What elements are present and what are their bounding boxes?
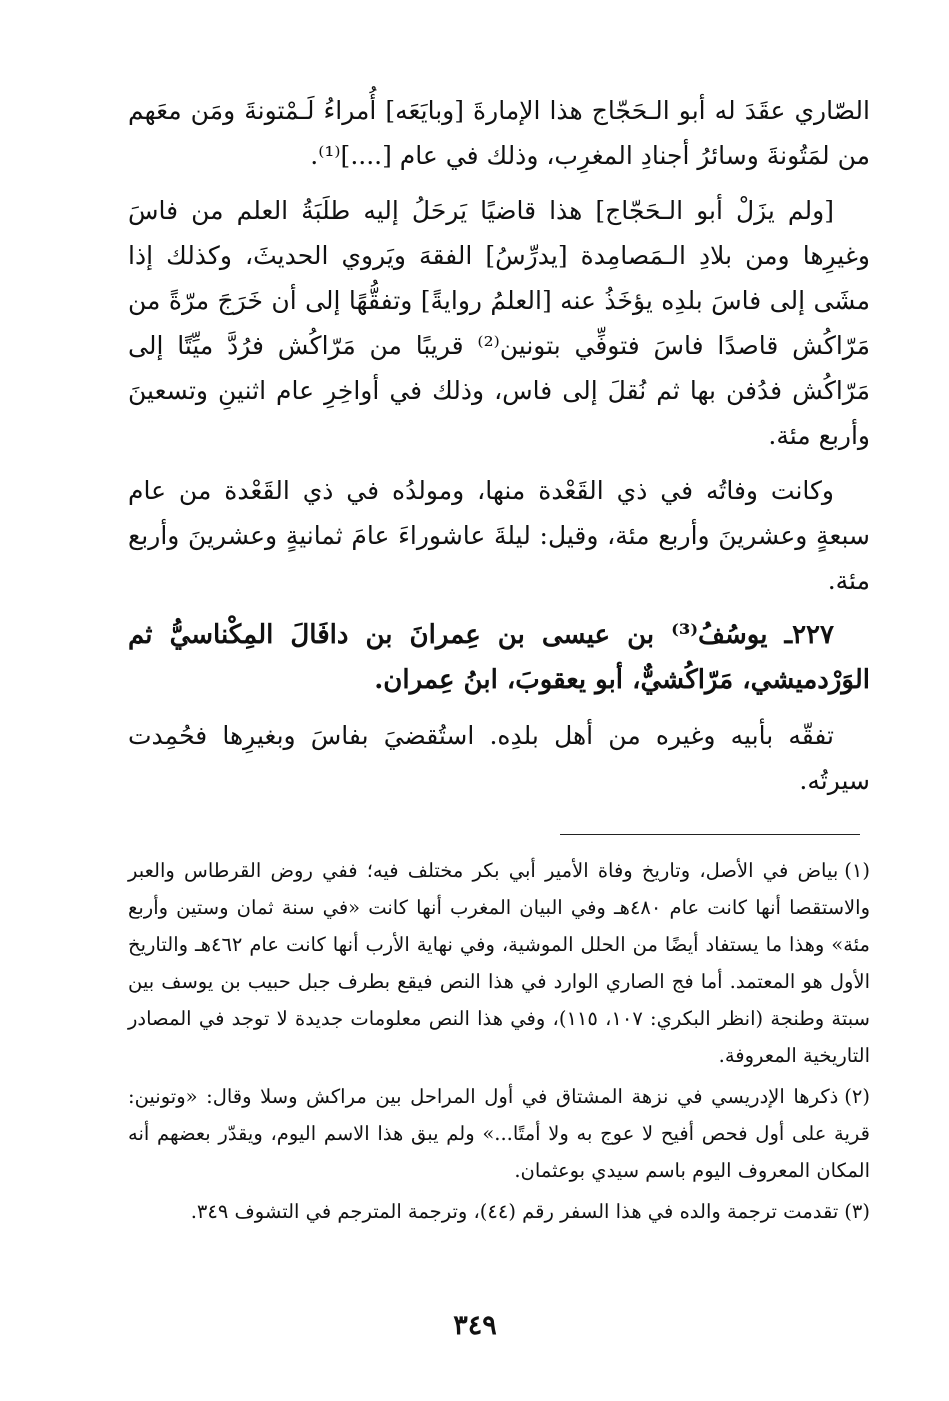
paragraph-1: الصّاري عقَدَ له أبو الـحَجّاج هذا الإمارةَ [وبايَعَه] أُمراءُ لَـمْتونةَ ومَن معَهم من لمَتُونةَ وسائرُ أجنادِ المغرِب، وذلك في عام [....]⁽¹⁾. — [128, 96, 870, 170]
footnote-2 — [128, 1078, 870, 1189]
paragraph-3: وكانت وفاتُه في ذي القَعْدة منها، ومولدُه في ذي القَعْدة من عام سبعةٍ وعشرينَ وأربع مئة، وقيل: ليلةَ عاشوراءَ عامَ ثمانيةٍ وعشرينَ وأربع مئة. — [128, 476, 870, 595]
main-text — [128, 88, 870, 813]
paragraph-2: [ولم يزَلْ أبو الـحَجّاج] هذا قاضيًا يَرحَلُ إليه طلَبَةُ العلم من فاسَ وغيرِها ومن بلادِ الـمَصامِدة [يدرِّسُ] الفقهَ ويَروي الحديثَ، وكذلك إذا مشَى إلى فاسَ بلدِه يؤخَذُ عنه [العلمُ روايةً] وتفقُّهًا إلى أن خَرَجَ مرّةً من مَرّاكُش قاصدًا فاسَ فتوفِّي بتونين⁽²⁾ قريبًا من مَرّاكُش فرُدَّ ميِّتًا إلى مَرّاكُش فدُفن بها ثم نُقلَ إلى فاس، وذلك في أواخِرِ عام اثنينِ وتسعينَ وأربع مئة. — [128, 196, 870, 450]
footnotes — [128, 852, 870, 1234]
footnote-number: (٣) — [844, 1200, 870, 1223]
footnote-separator — [560, 834, 860, 835]
entry-body: تفقّه بأبيه وغيره من أهل بلدِه. استُقضيَ بفاسَ وبغيرِها فحُمِدت سيرتُه. — [128, 721, 870, 795]
footnote-3 — [128, 1193, 870, 1230]
footnote-1 — [128, 852, 870, 1074]
footnote-text: تقدمت ترجمة والده في هذا السفر رقم (٤٤)، وترجمة المترجم في التشوف ٣٤٩. — [190, 1200, 839, 1223]
footnote-number: (٢) — [844, 1085, 870, 1108]
footnote-text: بياض في الأصل، وتاريخ وفاة الأمير أبي بكر مختلف فيه؛ ففي روض القرطاس والعبر والاستقصا أنها كانت عام ٤٨٠هـ وفي البيان المغرب أنها كانت «في سنة ثمان وستين وأربع مئة» وهذا ما يستفاد أيضًا من الحلل الموشية، وفي نهاية الأرب أنها كانت عام ٤٦٢هـ والتاريخ الأول هو المعتمد. أما فج الصاري الوارد في هذا النص فيقع بطرف جبل حبيب بن يوسف بين سبتة وطنجة (انظر البكري: ١٠٧، ١١٥)، وفي هذا النص معلومات جديدة لا توجد في المصادر التاريخية المعروفة. — [128, 859, 870, 1067]
page-number: ٣٤٩ — [453, 1310, 497, 1341]
entry-heading: ٢٢٧ـ يوسُفُ⁽³⁾ بن عيسى بن عِمرانَ بن دافَالَ المِكْناسيُّ ثم الوَرْدميشي، مَرّاكُشيٌّ، أبو يعقوبَ، ابنُ عِمران. — [128, 620, 870, 695]
footnote-number: (١) — [844, 859, 870, 882]
footnote-text: ذكرها الإدريسي في نزهة المشتاق في أول المراحل بين مراكش وسلا وقال: «وتونين: قرية على أول فحص أفيح لا عوج به ولا أمتًا...» ولم يبق هذا الاسم اليوم، ويقدّر بعضهم أنه المكان المعروف اليوم باسم سيدي بوعثمان. — [128, 1085, 870, 1182]
